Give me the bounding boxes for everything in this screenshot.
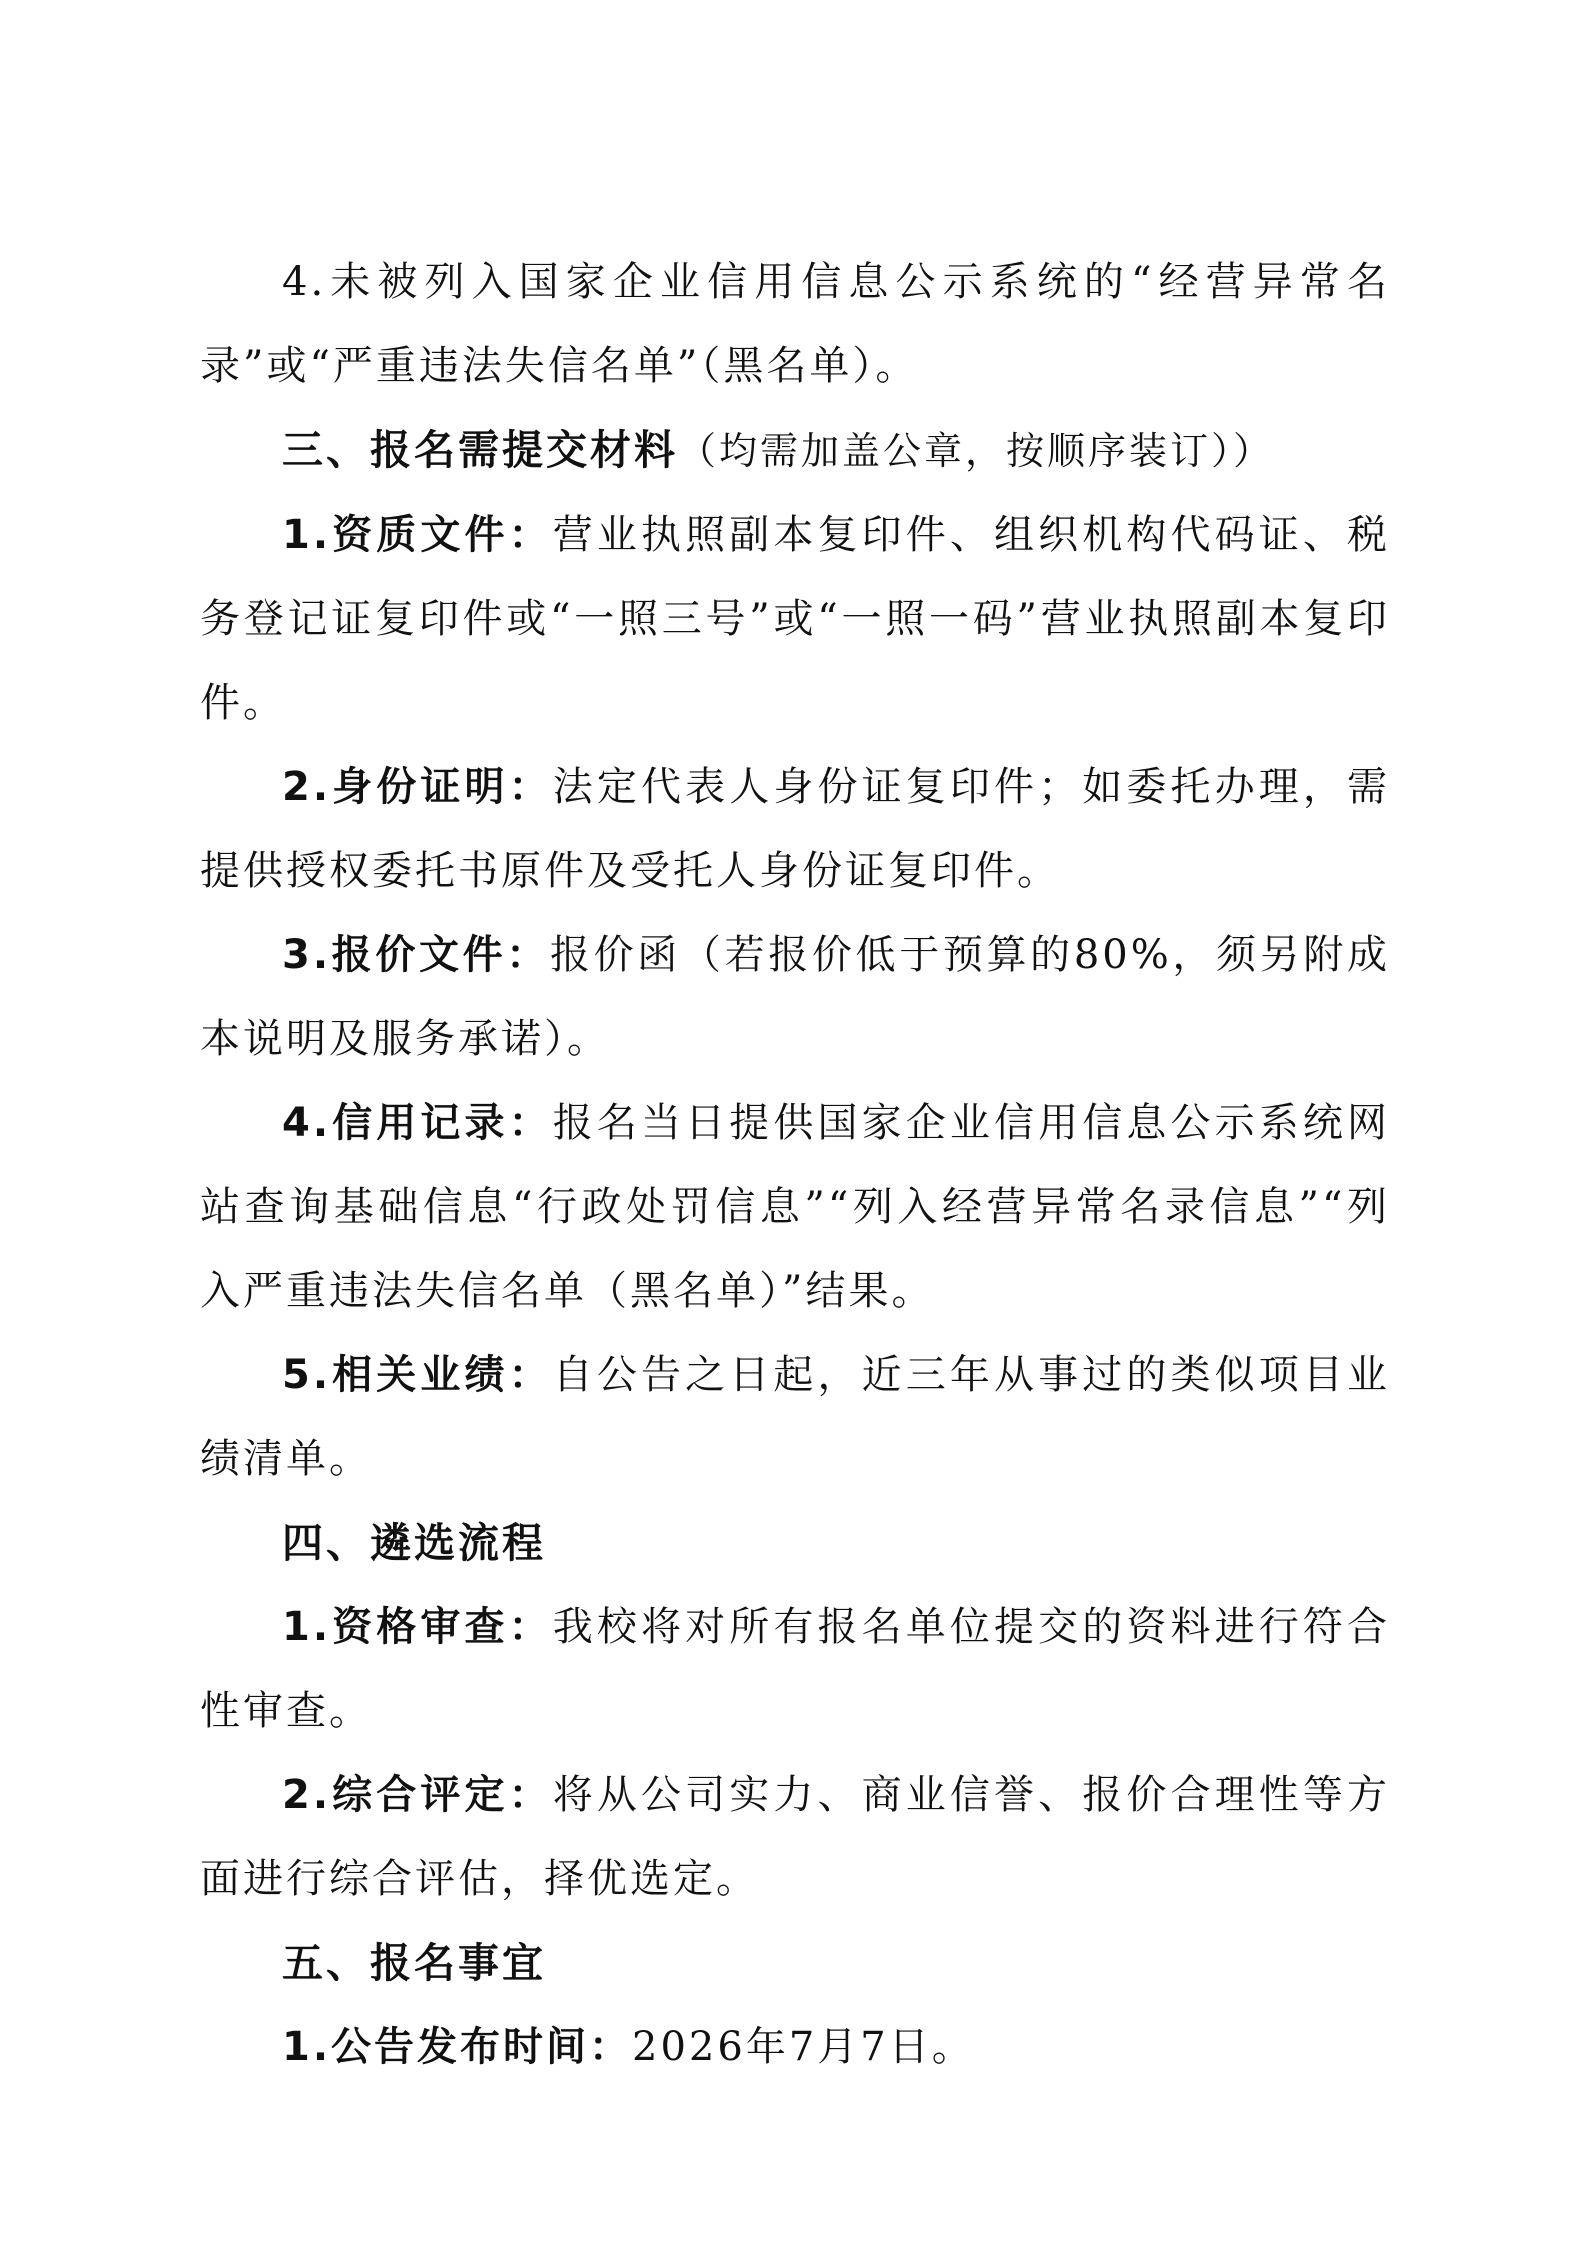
section-3-title: 三、报名需提交材料 — [282, 426, 678, 474]
materials-item-1 — [200, 493, 1390, 745]
materials-item-4-text: 报名当日提供国家企业信用信息公示系统网站查询基础信息“行政处罚信息”“列入经营异常名录信息”“列入严重违法失信名单（黑名单）”结果。 — [200, 1100, 1391, 1314]
registration-item-1-lead: 1.公告发布时间： — [282, 2024, 633, 2070]
section-4-title: 四、遴选流程 — [282, 1519, 546, 1567]
process-item-1-lead: 1.资格审查： — [282, 1604, 553, 1650]
materials-item-4-lead: 4.信用记录： — [282, 1100, 553, 1146]
materials-item-2-text: 法定代表人身份证复印件；如委托办理，需提供授权委托书原件及受托人身份证复印件。 — [200, 764, 1391, 894]
materials-item-5-lead: 5.相关业绩： — [282, 1352, 553, 1398]
process-item-2-lead: 2.综合评定： — [282, 1772, 553, 1818]
materials-item-1-text: 营业执照副本复印件、组织机构代码证、税务登记证复印件或“一照三号”或“一照一码”营业执照副本复印件。 — [200, 512, 1391, 726]
process-item-2-text: 将从公司实力、商业信誉、报价合理性等方面进行综合评估，择优选定。 — [200, 1772, 1391, 1902]
materials-item-4 — [200, 1081, 1390, 1333]
materials-item-3-lead: 3.报价文件： — [282, 932, 550, 978]
process-item-2 — [200, 1753, 1390, 1921]
registration-item-1-text: 2026年7月7日。 — [632, 2024, 975, 2070]
materials-item-3-text: 报价函（若报价低于预算的80%，须另附成本说明及服务承诺）。 — [200, 932, 1391, 1062]
materials-item-5 — [200, 1333, 1390, 1501]
materials-item-1-lead: 1.资质文件： — [282, 512, 553, 558]
section-4-heading — [200, 1501, 1390, 1585]
section-5-title: 五、报名事宜 — [282, 1939, 546, 1987]
registration-item-1 — [200, 2005, 1390, 2089]
materials-item-2 — [200, 745, 1390, 913]
section-3-heading — [200, 408, 1390, 493]
section-5-heading — [200, 1921, 1390, 2005]
materials-item-3 — [200, 913, 1390, 1081]
requirement-item-4 — [200, 240, 1390, 408]
process-item-1 — [200, 1585, 1390, 1753]
process-item-1-text: 我校将对所有报名单位提交的资料进行符合性审查。 — [200, 1604, 1391, 1734]
materials-item-5-text: 自公告之日起，近三年从事过的类似项目业绩清单。 — [200, 1352, 1391, 1482]
materials-item-2-lead: 2.身份证明： — [282, 764, 553, 810]
section-3-note: （均需加盖公章，按顺序装订）） — [678, 429, 1275, 473]
document-body — [200, 240, 1390, 2089]
requirement-item-4-text: 4.未被列入国家企业信用信息公示系统的“经营异常名录”或“严重违法失信名单”（黑名单）。 — [200, 259, 1390, 389]
